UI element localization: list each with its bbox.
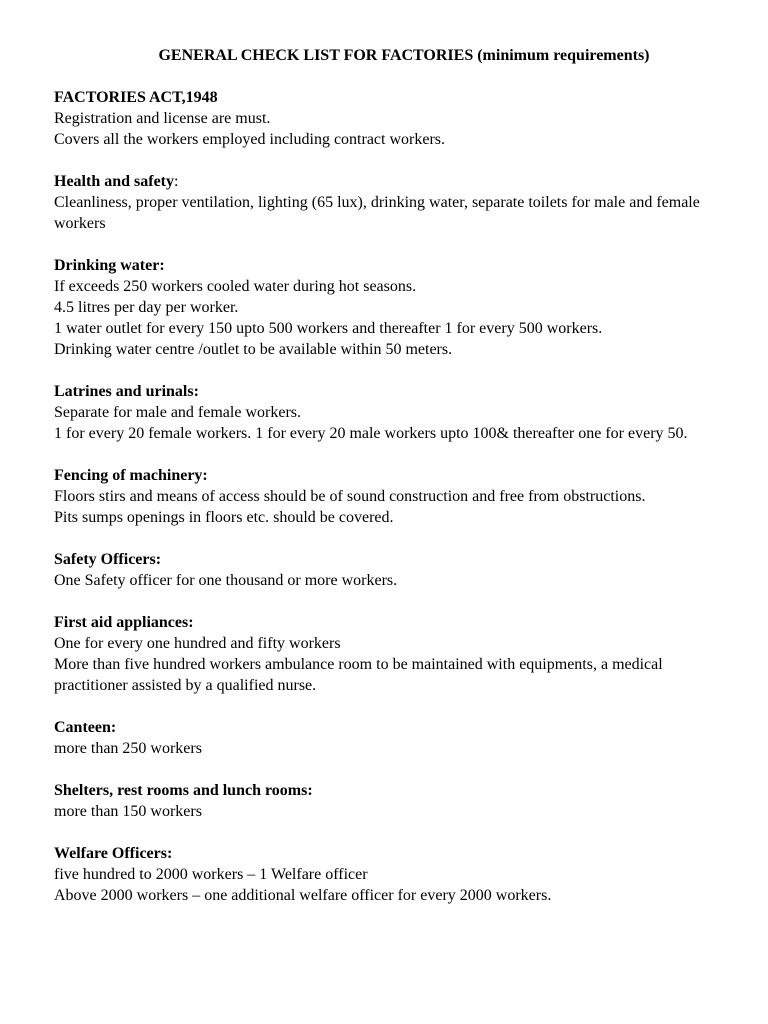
section-heading [54,612,734,633]
checklist-sections [54,87,734,906]
section-line: 1 water outlet for every 150 upto 500 workers and thereafter 1 for every 500 workers. [54,320,603,337]
checklist-section [54,381,734,444]
section-line: Drinking water centre /outlet to be available within 50 meters. [54,341,453,358]
section-heading-text: Latrines and urinals: [54,383,199,400]
section-heading [54,843,734,864]
section-heading-text: Welfare Officers: [54,845,173,862]
section-line: 1 for every 20 female workers. 1 for every 20 male workers upto 100& thereafter one for every 50. [54,425,688,442]
section-heading [54,381,734,402]
section-heading-text: Shelters, rest rooms and lunch rooms: [54,782,313,799]
section-heading-text: Fencing of machinery: [54,467,208,484]
section-line: five hundred to 2000 workers – 1 Welfare officer [54,866,368,883]
checklist-section [54,549,734,591]
section-heading [54,717,734,738]
checklist-section [54,780,734,822]
section-heading [54,171,734,192]
section-line: One for every one hundred and fifty workers [54,635,341,652]
section-heading-text: Canteen: [54,719,117,736]
checklist-section [54,717,734,759]
section-heading [54,549,734,570]
section-heading [54,780,734,801]
section-heading-suffix: : [174,173,179,190]
document-title: GENERAL CHECK LIST FOR FACTORIES (minimum requirements) [158,47,650,64]
section-line: Floors stirs and means of access should be of sound construction and free from obstructions. [54,488,646,505]
section-heading-text: FACTORIES ACT,1948 [54,89,218,106]
section-line: One Safety officer for one thousand or more workers. [54,572,398,589]
section-line: Pits sumps openings in floors etc. should be covered. [54,509,394,526]
section-line: Cleanliness, proper ventilation, lighting (65 lux), drinking water, separate toilets for male and female workers [54,194,700,232]
checklist-section [54,171,734,234]
section-line: more than 150 workers [54,803,202,820]
section-line: more than 250 workers [54,740,202,757]
section-heading-text: Health and safety [54,173,174,190]
section-line: More than five hundred workers ambulance room to be maintained with equipments, a medical practitioner assisted by a qualified nurse. [54,656,663,694]
section-line: Above 2000 workers – one additional welfare officer for every 2000 workers. [54,887,552,904]
checklist-section [54,87,734,150]
section-heading-text: Drinking water: [54,257,165,274]
checklist-section [54,612,734,696]
section-line: If exceeds 250 workers cooled water during hot seasons. [54,278,417,295]
checklist-section [54,255,734,360]
section-heading [54,87,734,108]
section-line: 4.5 litres per day per worker. [54,299,239,316]
section-line: Covers all the workers employed including contract workers. [54,131,445,148]
checklist-section [54,465,734,528]
section-heading [54,465,734,486]
section-heading-text: Safety Officers: [54,551,162,568]
section-line: Separate for male and female workers. [54,404,301,421]
section-line: Registration and license are must. [54,110,271,127]
section-heading [54,255,734,276]
section-heading-text: First aid appliances: [54,614,194,631]
checklist-section [54,843,734,906]
document-page [54,45,734,927]
